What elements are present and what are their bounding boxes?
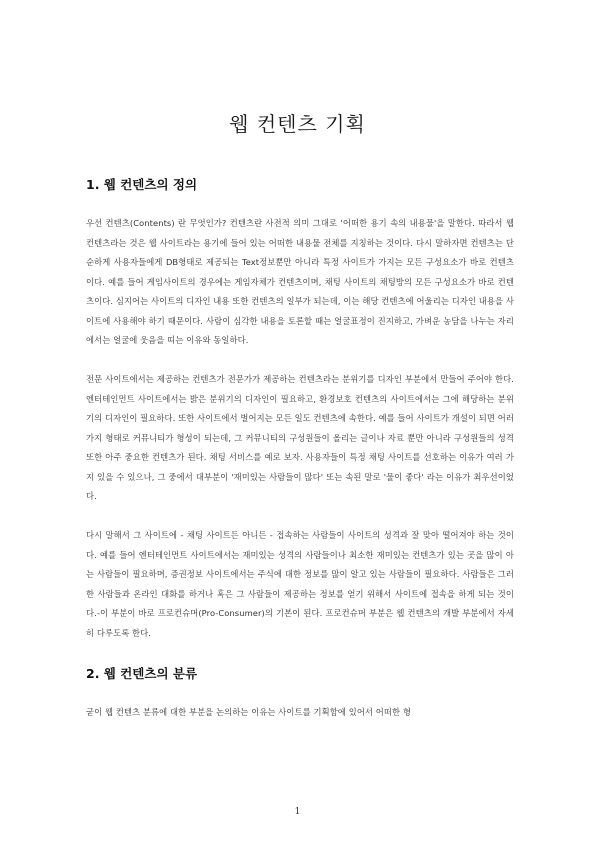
page-title: 웹 컨텐츠 기획 (229, 112, 366, 136)
section-classification (86, 665, 514, 723)
section-definition (86, 176, 514, 643)
section-heading: 2. 웹 컨텐츠의 분류 (86, 666, 198, 681)
body-paragraph: 전문 사이트에서는 제공하는 컨텐츠가 전문가가 제공하는 컨텐츠라는 분위기를 디자인 부분에서 만들어 주어야 한다. 엔터테인먼트 사이트에서는 밝은 분위기의 디자인이 필요하고, 환경보호 컨텐츠의 사이트에서는 그에 해당하는 분위기의 디자인이 필요하다. 또한 사이트에서 벌어지는 모든 일도 컨텐츠에 속한다. 예를 들어 사이트가 개설이 되면 어러 가지 형태로 커뮤니티가 형성이 되는데, 그 커뮤니티의 구성원들이 올리는 글이나 자료 뿐만 아니라 구성원들의 성격 또한 아주 중요한 컨텐츠가 된다. 채팅 서비스를 예로 보자. 사용자들이 특정 채팅 사이트를 선호하는 이유가 여러 가지 있을 수 있으나, 그 중에서 대부분이 '재미있는 사람들이 많다' 또는 속된 말로 '물이 좋다' 라는 이유가 최우선이었다. (86, 374, 514, 501)
body-paragraph: 다시 말해서 그 사이트에 - 채팅 사이트든 아니든 - 접속하는 사람들이 사이트의 성격과 잘 맞아 떨어져야 하는 것이다. 예를 들어 엔터테인먼트 사이트에서는 재미있는 성격의 사람들이나 최소한 재미있는 컨텐츠가 있는 곳을 많이 아는 사람들이 필요하며, 증권정보 사이트에서는 주식에 대한 정보를 많이 알고 있는 사람들이 필요하다. 사람들은 그러한 사람들과 온라인 대화를 하거나 혹은 그 사람들이 제공하는 정보를 얻기 위해서 사이트에 접속을 하게 되는 것이다.-이 부분이 바로 프로컨슈머(Pro-Consumer)의 기본이 된다. 프로컨슈머 부분은 웹 컨텐츠의 개발 부분에서 자세히 다루도록 한다. (86, 530, 514, 638)
body-paragraph: 굳이 웹 컨텐츠 분류에 대한 부분을 논의하는 이유는 사이트를 기획함에 있어서 어떠한 형 (86, 707, 411, 717)
document-body (86, 176, 514, 723)
page-number: 1 (294, 807, 301, 817)
body-paragraph: 우선 컨텐츠(Contents) 란 무엇인가? 컨텐츠란 사전적 의미 그대로 '어떠한 용기 속의 내용물'을 말한다. 따라서 웹 컨텐츠라는 것은 웹 사이트라는 용기에 들어 있는 어떠한 내용물 전체를 지칭하는 것이다. 다시 말하자면 컨텐츠는 단순하게 사용자들에게 DB형태로 제공되는 Text정보뿐만 아니라 특정 사이트가 가지는 모든 구성요소가 바로 컨텐츠 이다. 예를 들어 게임사이트의 경우에는 게임자체가 컨텐츠이며, 채팅 사이트의 채팅방의 모든 구성요소가 바로 컨텐츠이다. 심지어는 사이트의 디자인 내용 또한 컨텐츠의 일부가 되는데, 이는 해당 컨텐츠에 어울리는 디자인 내용을 사이트에 사용해야 하기 때문이다. 사람이 심각한 내용을 토론할 때는 얼굴표정이 진지하고, 가벼운 농담을 나누는 자리에서는 얼굴에 웃음을 띠는 이유와 동일하다. (86, 218, 514, 345)
section-heading: 1. 웹 컨텐츠의 정의 (86, 177, 198, 192)
